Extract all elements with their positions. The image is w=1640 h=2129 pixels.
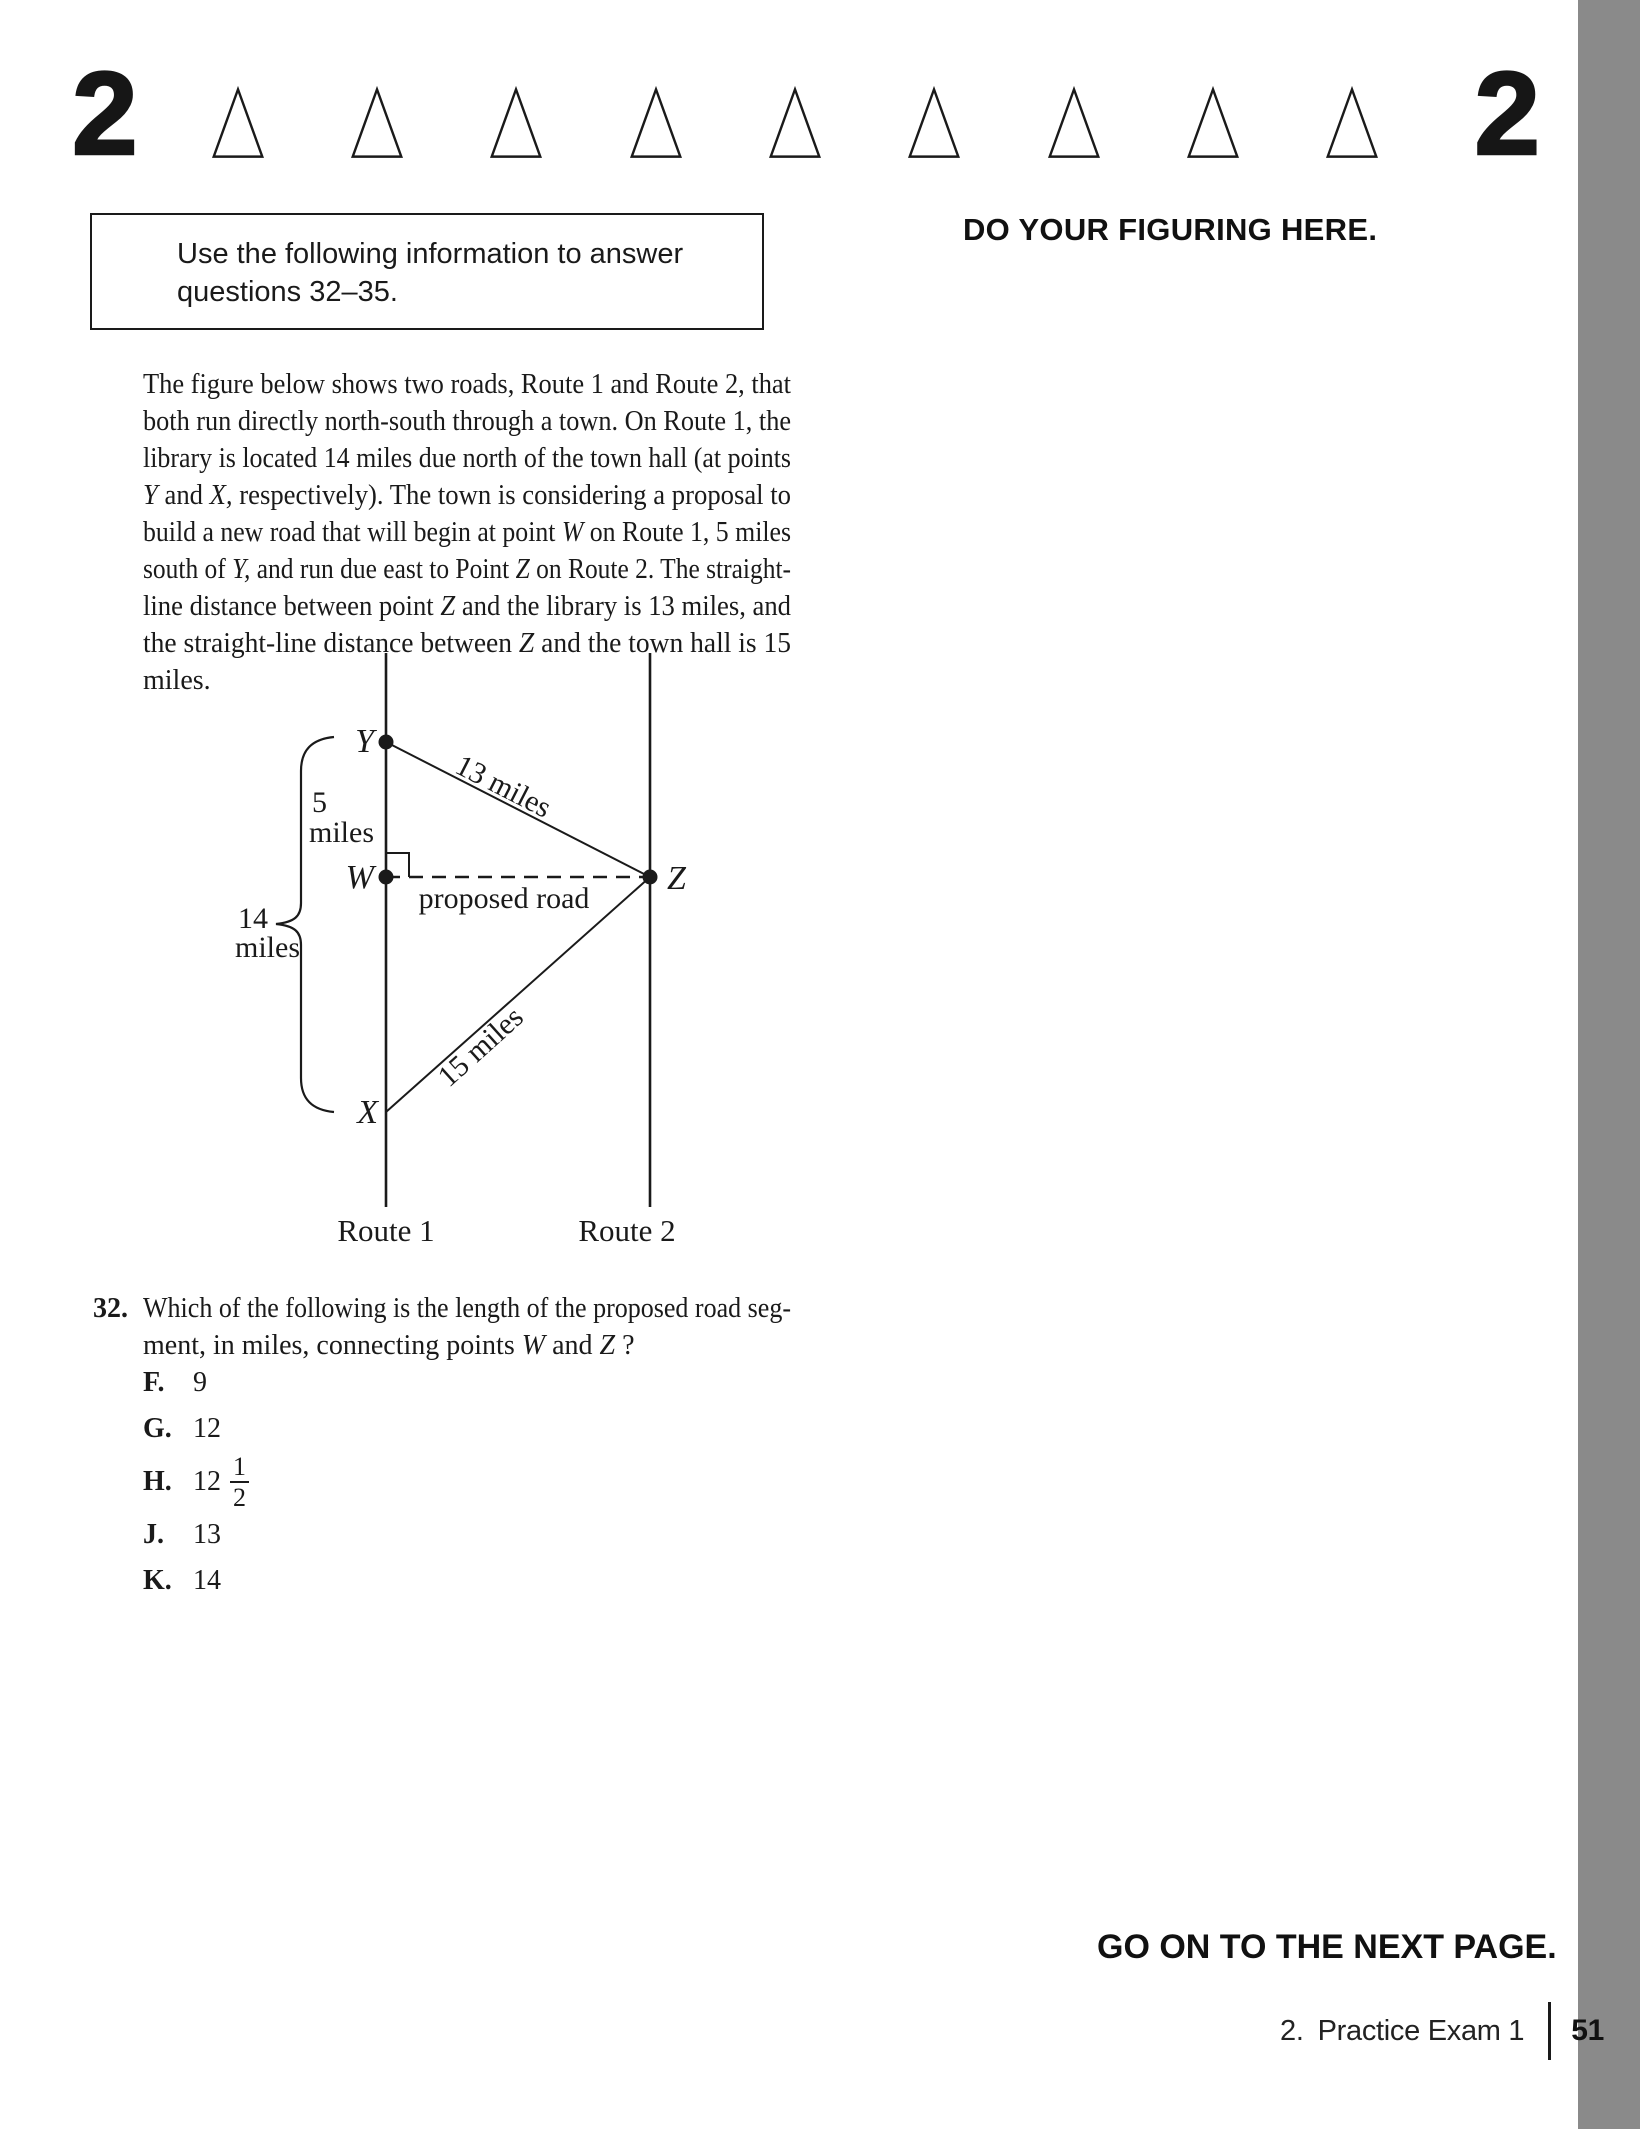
option-value: 12 bbox=[193, 1466, 221, 1497]
fourteen-miles-unit: miles bbox=[235, 931, 300, 964]
answer-option bbox=[143, 1452, 249, 1512]
go-on-label: GO ON TO THE NEXT PAGE. bbox=[1097, 1928, 1557, 1966]
answer-option bbox=[143, 1558, 249, 1604]
option-value: 12 bbox=[193, 1413, 221, 1444]
text-line: The figure below shows two roads, Route 1 and Route 2, that bbox=[143, 369, 791, 400]
proposed-road-label: proposed road bbox=[418, 882, 590, 915]
point-x-label: X bbox=[357, 1094, 378, 1131]
text-line: the straight-line distance between Z and the town hall is 15 bbox=[143, 628, 791, 659]
footer-page-number: 51 bbox=[1571, 2014, 1605, 2047]
yz-distance-label: 13 miles bbox=[450, 748, 557, 825]
answer-option bbox=[143, 1360, 249, 1406]
option-letter: H. bbox=[143, 1466, 172, 1497]
triangle-icon bbox=[1324, 84, 1380, 162]
roads-figure bbox=[230, 645, 760, 1265]
triangle-row bbox=[138, 84, 1475, 164]
route1-label: Route 1 bbox=[337, 1213, 435, 1248]
point-w-label: W bbox=[345, 859, 374, 896]
figuring-header: DO YOUR FIGURING HERE. bbox=[963, 212, 1378, 247]
text-line: ment, in miles, connecting points W and Z ? bbox=[143, 1330, 635, 1361]
footer-rule bbox=[1548, 2002, 1551, 2060]
answer-option bbox=[143, 1406, 249, 1452]
instruction-line-2: questions 32–35. bbox=[177, 276, 398, 308]
section-number-left: 2 bbox=[72, 47, 138, 180]
text-line: line distance between point Z and the library is 13 miles, and bbox=[143, 591, 791, 622]
text-line: Which of the following is the length of the proposed road seg- bbox=[143, 1293, 791, 1324]
point-z-dot bbox=[643, 870, 658, 885]
footer-exam-title: Practice Exam 1 bbox=[1317, 2014, 1525, 2047]
triangle-icon bbox=[1046, 84, 1102, 162]
point-w-dot bbox=[379, 870, 394, 885]
question-number: 32. bbox=[93, 1293, 128, 1324]
section-header bbox=[72, 47, 1540, 180]
option-letter: J. bbox=[143, 1519, 164, 1550]
instruction-line-1: Use the following information to answer bbox=[177, 238, 684, 270]
option-value: 13 bbox=[193, 1519, 221, 1550]
option-letter: G. bbox=[143, 1413, 172, 1444]
xz-distance-label: 15 miles bbox=[431, 1000, 530, 1094]
point-y-label: Y bbox=[355, 723, 374, 760]
option-value: 9 bbox=[193, 1367, 207, 1398]
option-value: 14 bbox=[193, 1565, 221, 1596]
triangle-icon bbox=[210, 84, 266, 162]
text-line: build a new road that will begin at point W on Route 1, 5 miles bbox=[143, 517, 791, 548]
option-letter: K. bbox=[143, 1565, 172, 1596]
page-footer bbox=[1280, 2008, 1604, 2054]
text-line: both run directly north-south through a town. On Route 1, the bbox=[143, 406, 791, 437]
triangle-icon bbox=[628, 84, 684, 162]
triangle-icon bbox=[488, 84, 544, 162]
point-y-dot bbox=[379, 735, 394, 750]
fourteen-miles-value: 14 bbox=[238, 902, 268, 935]
section-number-right: 2 bbox=[1474, 47, 1540, 180]
text-line: library is located 14 miles due north of the town hall (at points bbox=[143, 443, 791, 474]
footer-chapter: 2. bbox=[1280, 2014, 1304, 2047]
five-miles-value: 5 bbox=[312, 786, 327, 819]
route2-label: Route 2 bbox=[578, 1213, 676, 1248]
text-line: Y and X, respectively). The town is considering a proposal to bbox=[143, 480, 792, 511]
triangle-icon bbox=[1185, 84, 1241, 162]
options bbox=[143, 1360, 249, 1604]
page-edge-gray-bar bbox=[1578, 0, 1640, 2129]
question-lines bbox=[143, 1290, 791, 1364]
triangle-icon bbox=[906, 84, 962, 162]
text-line: south of Y, and run due east to Point Z on Route 2. The straight- bbox=[143, 554, 791, 585]
triangle-icon bbox=[349, 84, 405, 162]
fraction: $\frac{1}{2}$ bbox=[230, 1453, 249, 1511]
point-z-label: Z bbox=[667, 860, 686, 897]
five-miles-unit: miles bbox=[309, 816, 374, 849]
instruction-box bbox=[90, 213, 764, 330]
question-32 bbox=[93, 1290, 793, 1364]
triangle-icon bbox=[767, 84, 823, 162]
answer-option bbox=[143, 1512, 249, 1558]
text-line: miles. bbox=[143, 665, 211, 696]
option-letter: F. bbox=[143, 1367, 165, 1398]
